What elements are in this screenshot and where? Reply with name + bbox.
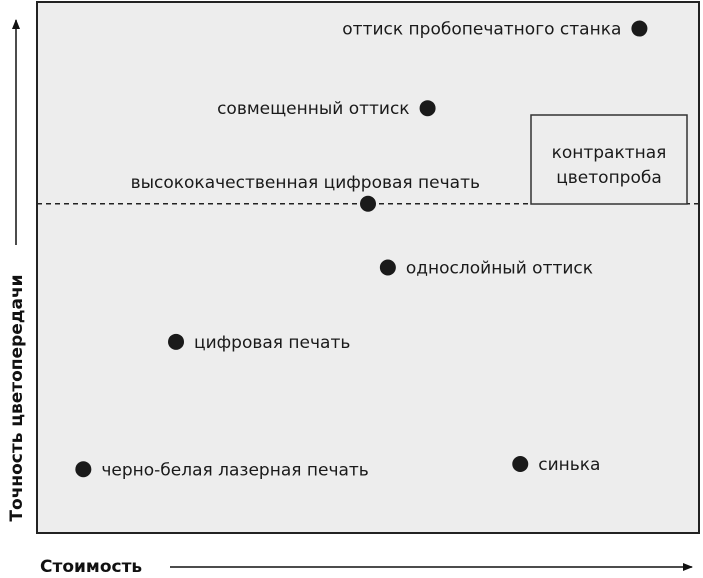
data-point: [631, 21, 647, 37]
x-axis-label: Стоимость: [40, 557, 143, 577]
data-point: [512, 456, 528, 472]
data-point: [75, 461, 91, 477]
x-axis: [40, 557, 692, 577]
data-point: [380, 260, 396, 276]
data-point-label: однослойный оттиск: [405, 258, 594, 279]
annotation-box-line-1: контрактная: [551, 143, 667, 163]
data-point: [360, 196, 376, 212]
data-point-label: черно-белая лазерная печать: [101, 460, 369, 481]
plot-area: [37, 2, 699, 533]
data-point-label: цифровая печать: [194, 332, 351, 353]
data-point-label: синька: [538, 454, 601, 475]
data-point-label: оттиск пробопечатного станка: [342, 19, 622, 40]
data-point-label: высококачественная цифровая печать: [130, 172, 480, 193]
annotation-box: [531, 115, 687, 204]
annotation-box-line-2: цветопроба: [556, 168, 662, 188]
data-point: [420, 100, 436, 116]
data-point: [168, 334, 184, 350]
y-axis-label: Точность цветопередачи: [7, 274, 27, 522]
y-axis: [7, 20, 27, 522]
data-point-label: совмещенный оттиск: [217, 99, 410, 120]
